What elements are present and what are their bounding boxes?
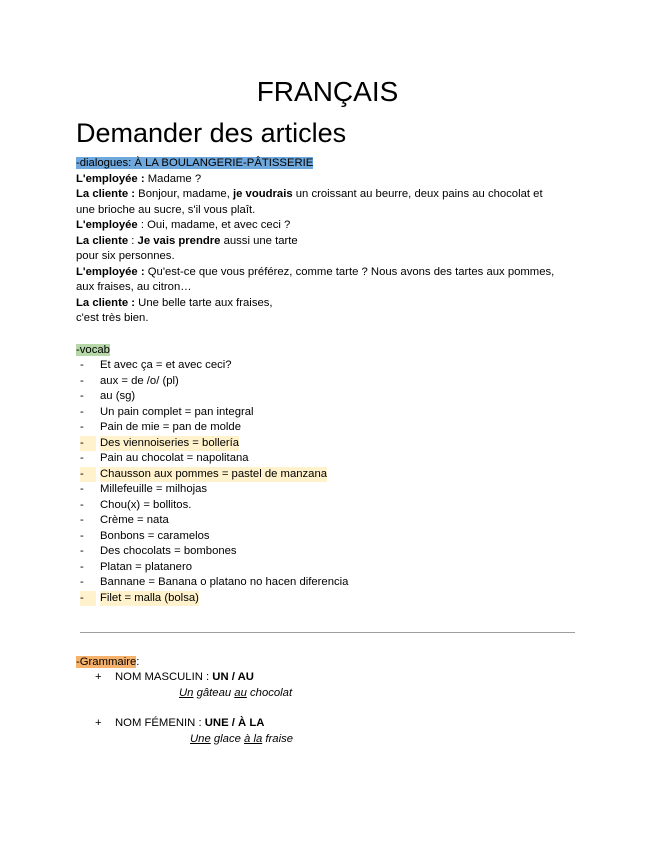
vocab-item [80, 374, 560, 390]
vocab-item [80, 529, 560, 545]
grammar-example-feminine [190, 732, 293, 748]
grammar-example-masculine [179, 686, 292, 702]
dialogue-line [76, 265, 554, 281]
list-dash: - [80, 591, 96, 607]
example-text: chocolat [246, 687, 293, 699]
key-phrase: je voudrais [232, 188, 293, 200]
dialogue-line [76, 296, 554, 312]
list-dash: - [80, 467, 96, 483]
speaker: La cliente : [76, 296, 136, 309]
vocab-text: Bonbons = caramelos [100, 529, 210, 542]
dialogue-block [76, 156, 554, 327]
vocab-text: Platan = platanero [100, 560, 193, 573]
speaker: La cliente : [76, 188, 136, 200]
list-dash: - [80, 483, 84, 495]
vocab-text: Pain de mie = pan de molde [100, 421, 241, 433]
rule-articles: UNE / À LA [204, 717, 265, 729]
example-text: glace [210, 733, 245, 745]
grammar-rule-masculine [115, 670, 254, 686]
list-dash: - [80, 405, 84, 418]
speaker: L'employée : [76, 172, 145, 185]
vocab-text: Des viennoiseries = bollería [100, 436, 239, 452]
vocab-text: au (sg) [100, 390, 136, 402]
grammar-rule-feminine [115, 716, 264, 732]
dialogue-line: c'est très bien. [76, 312, 149, 324]
dialogue-line [76, 218, 554, 234]
grammar-colon: : [136, 656, 140, 668]
speaker: La cliente [76, 234, 129, 247]
list-dash: - [80, 545, 84, 557]
speaker: L'employée : [76, 265, 145, 278]
key-phrase: Je vais prendre [137, 234, 221, 247]
vocab-item [80, 513, 560, 529]
divider [80, 632, 575, 633]
dialogue-text: Bonjour, madame, [135, 188, 233, 200]
rule-label: NOM FÉMENIN : [115, 717, 205, 729]
rule-label: NOM MASCULIN : [115, 671, 213, 683]
list-dash: - [80, 374, 84, 387]
list-dash: - [80, 560, 84, 573]
vocab-text: Des chocolats = bombones [100, 545, 237, 557]
dialogue-text: Une belle tarte aux fraises, [135, 296, 273, 309]
dialogue-line [76, 187, 554, 203]
article: au [234, 687, 247, 699]
section-heading: Demander des articles [76, 118, 347, 148]
vocab-item [80, 498, 560, 514]
article: Une [190, 733, 211, 745]
rule-articles: UN / AU [212, 671, 254, 683]
dialogue-text: aussi une tarte [220, 234, 298, 247]
page-title: FRANÇAIS [256, 76, 399, 107]
list-dash: - [80, 390, 84, 402]
vocab-item [80, 544, 560, 560]
vocab-text: Filet = malla (bolsa) [100, 591, 199, 607]
list-dash: - [80, 452, 84, 464]
vocab-item [80, 482, 560, 498]
list-dash: - [80, 359, 84, 371]
vocab-text: Un pain complet = pan integral [100, 405, 254, 418]
list-dash: - [80, 576, 84, 588]
vocab-item [80, 389, 560, 405]
vocab-text: Et avec ça = et avec ceci? [100, 359, 232, 371]
example-text: gâteau [193, 687, 235, 699]
list-dash: - [80, 421, 84, 433]
grammar-bullet: + [95, 717, 102, 729]
dialogue-line: aux fraises, au citron… [76, 281, 192, 293]
list-dash: - [80, 436, 96, 452]
grammar-heading-row [76, 655, 139, 671]
grammar-heading: -Grammaire [76, 656, 137, 668]
vocab-list [80, 358, 560, 606]
list-dash: - [80, 514, 84, 526]
vocab-item [80, 575, 560, 591]
list-dash: - [80, 529, 84, 542]
vocab-text: Chou(x) = bollitos. [100, 498, 192, 511]
vocab-item [80, 451, 560, 467]
dialogue-text: Madame ? [144, 172, 202, 185]
dialogue-line [76, 234, 554, 250]
vocab-text: aux = de /o/ (pl) [100, 374, 179, 387]
dialogue-line [76, 172, 554, 188]
example-text: fraise [262, 733, 294, 745]
article: à la [244, 733, 263, 745]
vocab-text: Chausson aux pommes = pastel de manzana [100, 467, 327, 483]
dialogue-text: : Oui, madame, et avec ceci ? [137, 219, 291, 231]
dialogue-text: un croissant au beurre, deux pains au chocolat et [292, 188, 543, 200]
grammar-bullet: + [95, 671, 102, 683]
vocab-item [80, 467, 560, 483]
article: Un [179, 687, 194, 699]
vocab-text: Bannane = Banana o platano no hacen diferencia [100, 576, 349, 588]
vocab-item [80, 420, 560, 436]
vocab-text: Crème = nata [100, 514, 169, 526]
vocab-text: Pain au chocolat = napolitana [100, 452, 249, 464]
vocab-item [80, 405, 560, 421]
dialogue-text: : [128, 234, 138, 247]
vocab-item [80, 358, 560, 374]
speaker: L'employée [76, 219, 138, 231]
dialogue-line: une brioche au sucre, s'il vous plaît. [76, 203, 256, 216]
list-dash: - [80, 498, 84, 511]
dialogues-heading: -dialogues: À LA BOULANGERIE-PÂTISSERIE [76, 157, 314, 169]
vocab-item [80, 591, 560, 607]
vocab-heading-row [76, 343, 110, 359]
vocab-item [80, 560, 560, 576]
vocab-item [80, 436, 560, 452]
vocab-text: Millefeuille = milhojas [100, 483, 208, 495]
dialogue-line: pour six personnes. [76, 250, 175, 262]
vocab-heading: -vocab [76, 344, 110, 356]
dialogue-text: Qu'est-ce que vous préférez, comme tarte ? Nous avons des tartes aux pommes, [144, 265, 555, 278]
